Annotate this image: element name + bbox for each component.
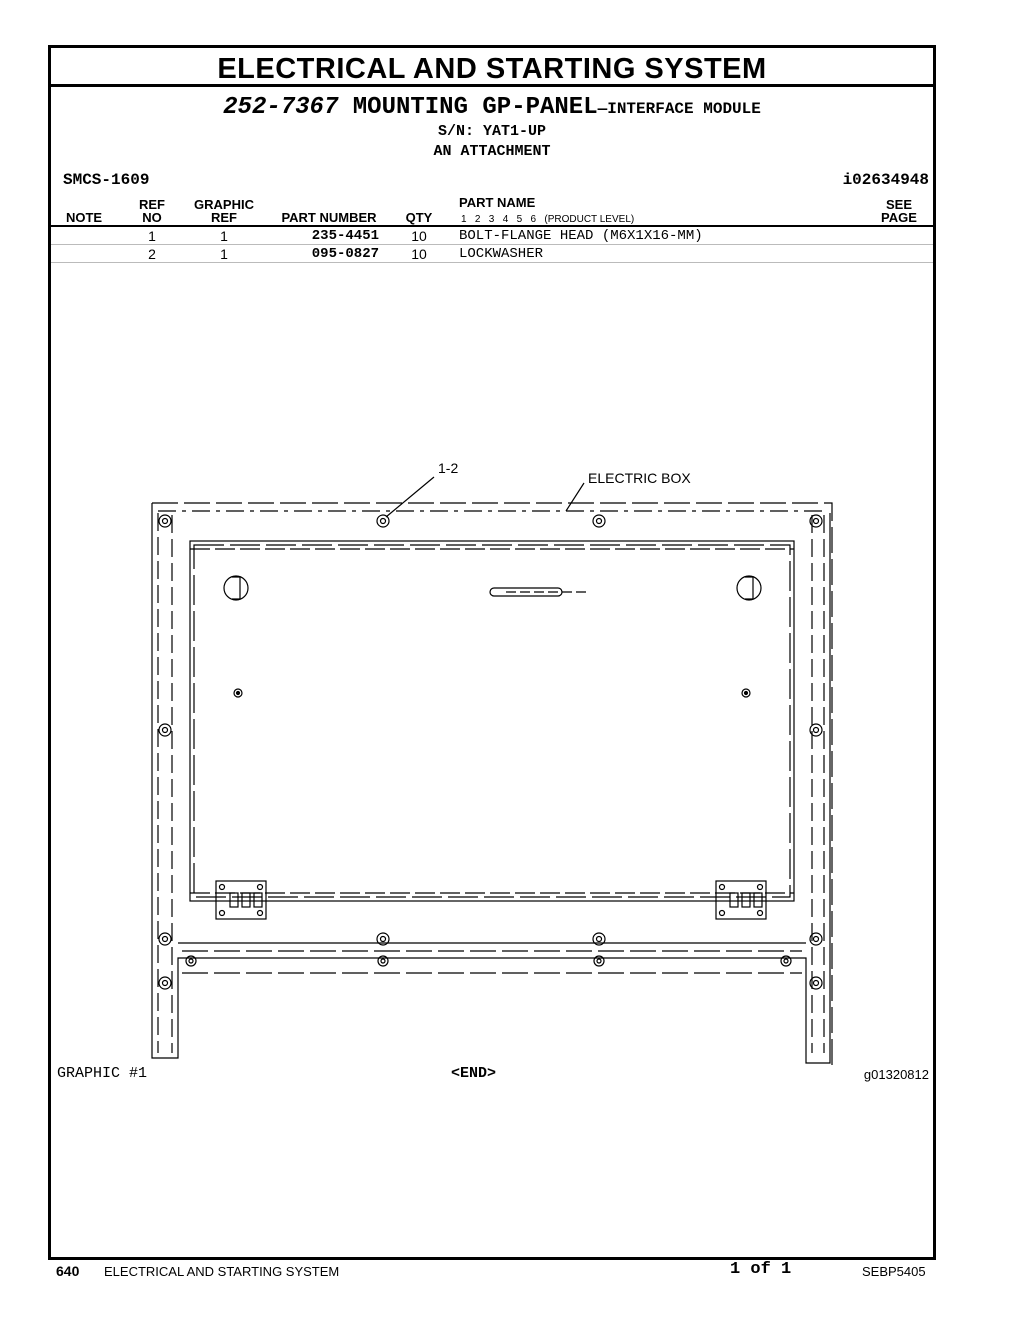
graphic-id: g01320812: [863, 1067, 929, 1082]
col-see-page-1: SEE: [885, 197, 912, 212]
col-product-levels: 1 2 3 4 5 6 (PRODUCT LEVEL): [461, 214, 635, 225]
row-qty: 10: [411, 246, 427, 262]
parts-diagram: [146, 453, 846, 1065]
col-see-page-2: PAGE: [881, 210, 917, 225]
assembly-part-number: 252-7367: [223, 94, 339, 121]
serial-number: S/N: YAT1-UP: [437, 123, 547, 140]
callout-ref: 1-2: [438, 460, 459, 476]
frame-outer: [152, 503, 832, 1065]
assembly-name: MOUNTING GP-PANEL: [352, 94, 598, 121]
row-part-name: BOLT-FLANGE HEAD (M6X1X16-MM): [459, 228, 703, 244]
row-qty: 10: [411, 228, 427, 244]
header-rule: [51, 225, 933, 227]
info-id: i02634948: [842, 171, 929, 189]
row-divider: [51, 262, 933, 263]
page-frame: [48, 45, 936, 1260]
footer-page-number: 640: [56, 1263, 80, 1279]
end-marker: <END>: [451, 1065, 497, 1082]
leader-electric-box: [566, 483, 584, 511]
hinge-left: [216, 881, 266, 919]
frame-left-leg: [152, 503, 830, 1063]
footer-page-of: 1 of 1: [730, 1260, 792, 1279]
row-part-number: 235-4451: [311, 228, 379, 244]
col-part-name: PART NAME: [459, 195, 536, 210]
row-ref-no: 2: [148, 246, 156, 262]
latch-left: [224, 576, 248, 600]
latch-right: [737, 576, 761, 600]
row-graphic-ref: 1: [220, 246, 228, 262]
bolt-holes: [159, 515, 822, 989]
callout-electric-box: ELECTRIC BOX: [588, 470, 691, 486]
row-part-name: LOCKWASHER: [459, 246, 544, 262]
graphic-label: GRAPHIC #1: [57, 1065, 148, 1082]
title-dash: —: [597, 100, 608, 118]
footer-section: ELECTRICAL AND STARTING SYSTEM: [104, 1264, 340, 1279]
col-note: NOTE: [65, 210, 103, 225]
col-graphic-ref-2: REF: [211, 210, 237, 225]
section-title: ELECTRICAL AND STARTING SYSTEM: [51, 48, 933, 87]
col-ref-no-1: REF: [139, 197, 165, 212]
row-ref-no: 1: [148, 228, 156, 244]
row-part-number: 095-0827: [311, 246, 379, 262]
col-ref-no-2: NO: [142, 210, 162, 225]
col-qty: QTY: [405, 210, 433, 225]
footer-doc-id: SEBP5405: [862, 1264, 926, 1279]
col-graphic-ref-1: GRAPHIC: [194, 197, 254, 212]
assembly-title: [51, 94, 933, 121]
smcs-code: SMCS-1609: [63, 171, 150, 189]
hinge-right: [716, 881, 766, 919]
assembly-suffix: INTERFACE MODULE: [607, 100, 761, 118]
row-divider: [51, 244, 933, 245]
col-part-number: PART NUMBER: [281, 210, 377, 225]
row-graphic-ref: 1: [220, 228, 228, 244]
attachment-label: AN ATTACHMENT: [433, 143, 551, 160]
